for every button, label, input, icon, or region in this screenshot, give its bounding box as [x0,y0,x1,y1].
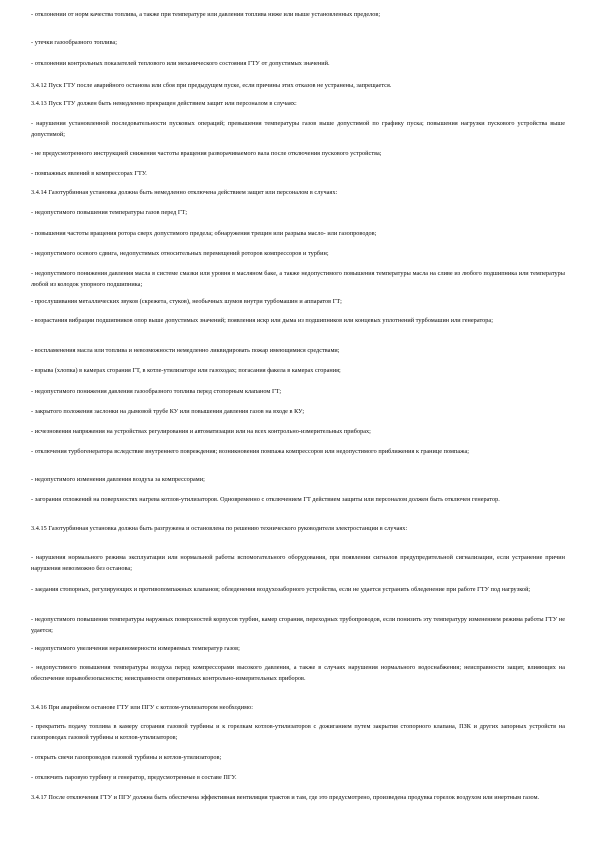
paragraph: 3.4.14 Газотурбинная установка должна быть немедленно отключена действием защит или персоналом в случаях: [31,189,338,196]
paragraph: - открыть свечи газопроводов газовой турбины и котлов-утилизаторов; [31,754,222,761]
paragraph: 3.4.15 Газотурбинная установка должна быть разгружена и остановлена по решению технического руководителя электростанции в случаях: [31,525,408,532]
paragraph: - помпажных явлений в компрессорах ГТУ. [31,170,147,177]
paragraph: - недопустимого осевого сдвига, недопустимых относительных перемещений роторов компрессоров и турбин; [31,250,329,257]
paragraph: - загорания отложений на поверхностях нагрева котлов-утилизаторов. Одновременно с отключением ГТ действием защиты или персоналом должен быть отключен генератор. [31,496,500,503]
paragraph: - взрыва (хлопка) в камерах сгорания ГТ, в котле-утилизаторе или газоходах; погасания факела в камерах сгорания; [31,367,341,374]
paragraph: - закрытого положения заслонки на дымовой трубе КУ или повышения давления газов на входе в КУ; [31,408,305,415]
paragraph: - прекратить подачу топлива в камеру сгорания газовой турбины и к горелкам котлов-утилизаторов с дожиганием путем закрытия стопорного клапана, ПЗК и других запорных устройств на газопроводах газовой турбины и котлов-утилизаторов; [31,723,565,741]
paragraph: - недопустимого повышения температуры воздуха перед компрессорами высокого давления, а также в случаях нарушения нормального водоснабжения; неисправности защит, влияющих на обеспечение взрывобезопасности; неисправности оперативных контрольно-измерительных приборов. [31,664,565,682]
paragraph: - недопустимого понижения давления масла в системе смазки или уровня в масляном баке, а также недопустимого повышения температуры масла на сливе из любого подшипника или температуры любой из колодок упорного подшипника; [31,270,565,288]
paragraph: 3.4.16 При аварийном останове ГТУ или ПГУ с котлом-утилизатором необходимо: [31,704,253,711]
paragraph: - недопустимого повышения температуры газов перед ГТ; [31,209,188,216]
paragraph: - недопустимого понижения давления газообразного топлива перед стопорным клапаном ГТ; [31,388,282,395]
paragraph: - исчезновения напряжения на устройствах регулирования и автоматизации или на всех контрольно-измерительных приборах; [31,428,371,435]
paragraph: - отключить паровую турбину и генератор, предусмотренные в составе ПГУ. [31,774,237,781]
paragraph: - утечки газообразного топлива; [31,39,117,46]
paragraph: - возрастания вибрации подшипников опор выше допустимых значений; появления искр или дыма из подшипников или концевых уплотнений турбомашин или генератора; [31,317,493,324]
paragraph: - не предусмотренного инструкцией снижения частоты вращения разворачиваемого вала после отключения пускового устройства; [31,150,382,157]
paragraph: - нарушения нормального режима эксплуатации или нормальной работы вспомогательного оборудования, при появлении сигналов предупредительной сигнализации, если устранение причин нарушения невозможно без останова; [31,554,565,572]
paragraph: 3.4.17 После отключения ГТУ и ПГУ должна быть обеспечена эффективная вентиляция трактов и там, где это предусмотрено, произведена продувка горелок воздухом или инертным газом. [31,794,540,801]
paragraph: - недопустимого повышения температуры наружных поверхностей корпусов турбин, камер сгорания, переходных трубопроводов, если понизить эту температуру изменением режима работы ГТУ не удается; [31,616,565,634]
paragraph: 3.4.12 Пуск ГТУ после аварийного останова или сбоя при предыдущем пуске, если причины этих отказов не устранены, запрещается. [31,82,392,89]
paragraph: - нарушения установленной последовательности пусковых операций; превышения температуры газов выше допустимой по графику пуска; повышения нагрузки пускового устройства выше допустимой; [31,120,565,138]
paragraph: - прослушивания металлических звуков (скрежета, стуков), необычных шумов внутри турбомашин и аппаратов ГТ; [31,298,342,305]
paragraph: - повышения частоты вращения ротора сверх допустимого предела; обнаружения трещин или разрыва масло- или газопроводов; [31,230,377,237]
paragraph: - недопустимого изменения давления воздуха за компрессорами; [31,476,205,483]
paragraph: - недопустимого увеличения неравномерности измеряемых температур газов; [31,645,240,652]
paragraph: - отклонении контрольных показателей теплового или механического состояния ГТУ от допустимых значений. [31,60,330,67]
paragraph: - отключения турбогенератора вследствие внутреннего повреждения; возникновения помпажа компрессоров или недопустимого приближения к границе помпажа; [31,448,470,455]
paragraph: - заедания стопорных, регулирующих и противопомпажных клапанов; обледенения воздухозаборного устройства, если не удается устранить обледенение при работе ГТУ под нагрузкой; [31,586,531,593]
paragraph: - отклонении от норм качества топлива, а также при температуре или давлении топлива ниже или выше установленных пределов; [31,11,381,18]
paragraph: 3.4.13 Пуск ГТУ должен быть немедленно прекращен действием защит или персоналом в случаях: [31,100,297,107]
paragraph: - воспламенения масла или топлива и невозможности немедленно ликвидировать пожар имеющимися средствами; [31,347,340,354]
